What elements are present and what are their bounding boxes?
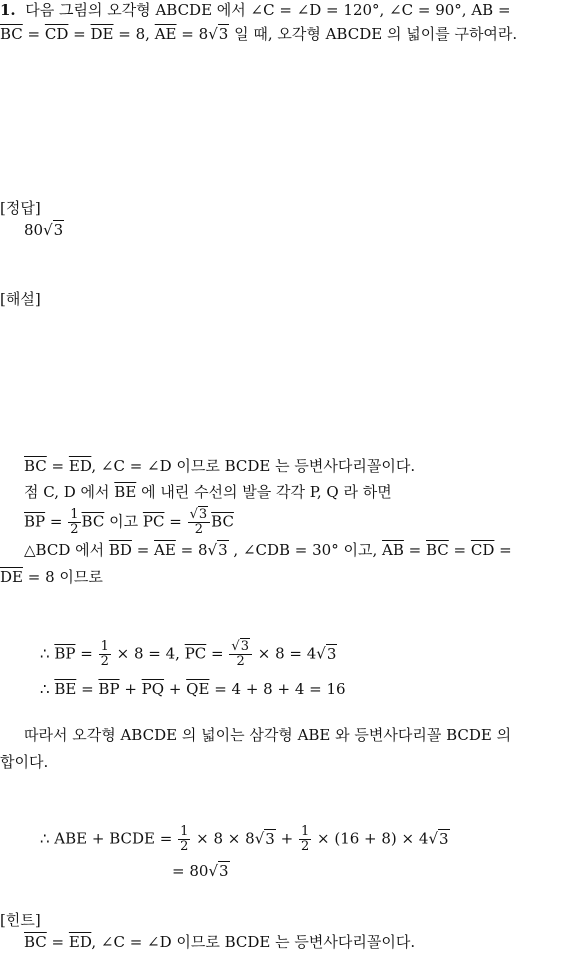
segment-cd: $\overline{CD}$ [44, 25, 69, 43]
answer-heading: [정답] [0, 199, 41, 217]
text-line-2: 합이다. [0, 753, 49, 771]
problem-rest: 일 때, 오각형 ABCDE 의 넓이를 구하여라. [234, 25, 518, 43]
solution-line-2: 점 C, D 에서 $\overline{BE}$ 에 내린 수선의 발을 각각 P, Q 라 하면 [24, 483, 392, 501]
problem-line-2: $\overline{BC} = \overline{CD} = \overline{DE} = 8$, $\overline{AE} = 8√3$ 일 때, 오각형 ABCDE 의 넓이를 구하여라. [0, 25, 518, 43]
segment-bc: $\overline{BC}$ [0, 25, 23, 43]
solution-line-1: $\overline{BC} = \overline{ED}$, ∠C = ∠D 이므로 BCDE 는 등변사다리꼴이다. [24, 457, 416, 475]
problem-val: = 8 [181, 25, 209, 43]
math-line-1: ∴ $\overline{BP}$ = $\frac{1}{2}$ × 8 = 4, $\overline{PC}$ = $\frac{√3}{2}$ × 8 = 4√3 [40, 639, 337, 669]
solution-line-5: $\overline{DE} = 8$ 이므로 [0, 568, 103, 586]
solution-line-3: $\overline{BP}$ = $\frac{1}{2}$ $\overline{BC}$ 이고 $\overline{PC}$ = $\frac{√3}{2}$ $\overline{BC}$ [24, 507, 234, 537]
hint-line: $\overline{BC} = \overline{ED}$, ∠C = ∠D 이므로 BCDE 는 등변사다리꼴이다. [24, 933, 416, 951]
segment-ae: $\overline{AE}$ [154, 25, 177, 43]
problem-eq: = 8, [118, 25, 150, 43]
segment-de: $\overline{DE}$ [90, 25, 114, 43]
text-line-1: 따라서 오각형 ABCDE 의 넓이는 삼각형 ABE 와 등변사다리꼴 BCDE 의 [24, 726, 512, 744]
hint-heading: [힌트] [0, 911, 41, 929]
problem-number: 1. [0, 1, 16, 19]
math-line-2: ∴ $\overline{BE} = \overline{BP} + \overline{PQ} + \overline{QE} = 4 + 8 + 4 = 16$ [40, 680, 346, 698]
formula-line-2: = 80√3 [172, 862, 229, 880]
solution-heading: [해설] [0, 290, 41, 308]
formula-line-1: ∴ ABE + BCDE = $\frac{1}{2}$ × 8 × 8√3 + $\frac{1}{2}$ × (16 + 8) × 4√3 [40, 824, 449, 854]
answer-value: 80√3 [24, 221, 64, 239]
problem-line-1 [0, 0, 511, 20]
solution-line-4: △BCD 에서 $\overline{BD} = \overline{AE} = 8√3$ , ∠CDB = 30° 이고, $\overline{AB} = \overline{BC} = \overline{CD}$ = [24, 541, 512, 559]
problem-text-1: 다음 그림의 오각형 ABCDE 에서 ∠C = ∠D = 120°, ∠C = 90°, AB = [25, 1, 511, 19]
sqrt-symbol: √3 [208, 25, 229, 43]
